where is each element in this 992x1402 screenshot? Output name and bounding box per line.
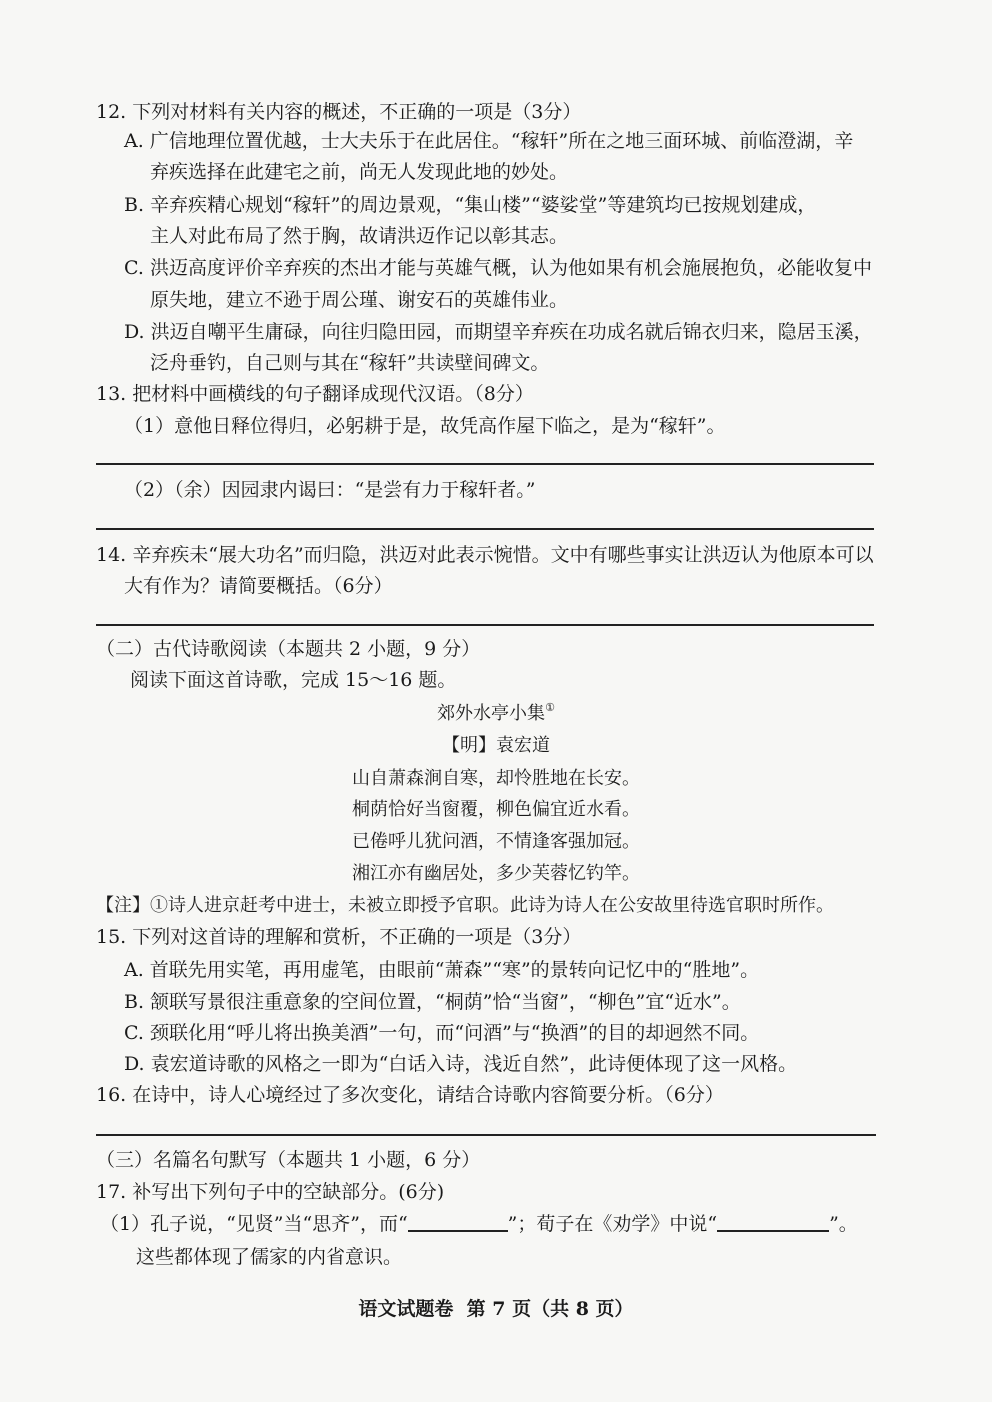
q16-stem: 16. 在诗中，诗人心境经过了多次变化，请结合诗歌内容简要分析。（6分）: [96, 1084, 724, 1106]
q12-option-d-line2: 泛舟垂钓，自己则与其在“稼轩”共读壁间碑文。: [150, 352, 550, 374]
q12-option-c-line1: C. 洪迈高度评价辛弃疾的杰出才能与英雄气概，认为他如果有机会施展抱负，必能收复中: [124, 257, 872, 279]
section-3-title: （三）名篇名句默写（本题共 1 小题，6 分）: [96, 1149, 481, 1171]
q12-option-b-line1: B. 辛弃疾精心规划“稼轩”的周边景观，“集山楼”“婆娑堂”等建筑均已按规划建成，: [124, 194, 817, 216]
q12-option-c-line2: 原失地，建立不逊于周公瑾、谢安石的英雄伟业。: [150, 289, 569, 311]
q15-stem: 15. 下列对这首诗的理解和赏析，不正确的一项是（3分）: [96, 926, 582, 948]
q13-sentence-1: （1）意他日释位得归，必躬耕于是，故凭高作屋下临之，是为“稼轩”。: [124, 415, 726, 437]
section-2-title: （二）古代诗歌阅读（本题共 2 小题，9 分）: [96, 638, 481, 660]
blank-field[interactable]: [717, 1212, 829, 1232]
q13-sentence-2: （2）（余）因园隶内谒曰：“是尝有力于稼轩者。”: [124, 479, 536, 501]
q12-option-a-line1: A. 广信地理位置优越，士大夫乐于在此居住。“稼轩”所在之地三面环城、前临澄湖，辛: [124, 130, 854, 152]
q15-option-b: B. 颔联写景很注重意象的空间位置，“桐荫”恰“当窗”，“柳色”宜“近水”。: [124, 991, 741, 1013]
answer-line: [96, 1134, 876, 1136]
q15-option-c: C. 颈联化用“呼儿将出换美酒”一句，而“问酒”与“换酒”的目的却迥然不同。: [124, 1022, 760, 1044]
q14-stem-line2: 大有作为？请简要概括。（6分）: [124, 575, 393, 597]
q12-option-d-line1: D. 洪迈自嘲平生庸碌，向往归隐田园，而期望辛弃疾在功成名就后锦衣归来，隐居玉溪，: [124, 321, 873, 343]
poem-title: 郊外水亭小集①: [437, 701, 555, 724]
q12-stem: 12. 下列对材料有关内容的概述，不正确的一项是（3分）: [96, 101, 582, 123]
q17-item-1: （1）孔子说，“见贤”当“思齐”，而“ ”；荀子在《劝学》中说“ ”。: [100, 1213, 858, 1235]
poem-author: 【明】袁宏道: [442, 735, 550, 756]
q17-stem: 17. 补写出下列句子中的空缺部分。(6分): [96, 1181, 445, 1203]
q15-option-d: D. 袁宏道诗歌的风格之一即为“白话入诗，浅近自然”，此诗便体现了这一风格。: [124, 1053, 798, 1075]
q15-option-a: A. 首联先用实笔，再用虚笔，由眼前“萧森”“寒”的景转向记忆中的“胜地”。: [124, 959, 760, 981]
section-2-intro: 阅读下面这首诗歌，完成 15～16 题。: [130, 669, 457, 691]
poem-line: 山自萧森涧自寒，却怜胜地在长安。: [352, 768, 640, 789]
answer-line: [96, 528, 874, 530]
poem-footnote: 【注】①诗人进京赶考中进士，未被立即授予官职。此诗为诗人在公安故里待选官职时所作。: [96, 895, 834, 916]
q17-item-1-continuation: 这些都体现了儒家的内省意识。: [136, 1246, 403, 1268]
answer-line: [96, 463, 874, 465]
q14-stem-line1: 14. 辛弃疾未“展大功名”而归隐，洪迈对此表示惋惜。文中有哪些事实让洪迈认为他原本可以: [96, 544, 874, 566]
poem-line: 桐荫恰好当窗覆，柳色偏宜近水看。: [352, 799, 640, 820]
q12-option-b-line2: 主人对此布局了然于胸，故请洪迈作记以彰其志。: [150, 225, 569, 247]
answer-line: [96, 624, 874, 626]
poem-line: 湘江亦有幽居处，多少芙蓉忆钓竿。: [352, 863, 640, 884]
q13-stem: 13. 把材料中画横线的句子翻译成现代汉语。（8分）: [96, 383, 534, 405]
q12-option-a-line2: 弃疾选择在此建宅之前，尚无人发现此地的妙处。: [150, 161, 569, 183]
blank-field[interactable]: [408, 1212, 508, 1232]
page-footer: 语文试题卷 第 7 页（共 8 页）: [358, 1298, 634, 1320]
poem-line: 已倦呼儿犹问酒，不情逢客强加冠。: [352, 831, 640, 852]
footnote-marker: ①: [545, 701, 555, 714]
